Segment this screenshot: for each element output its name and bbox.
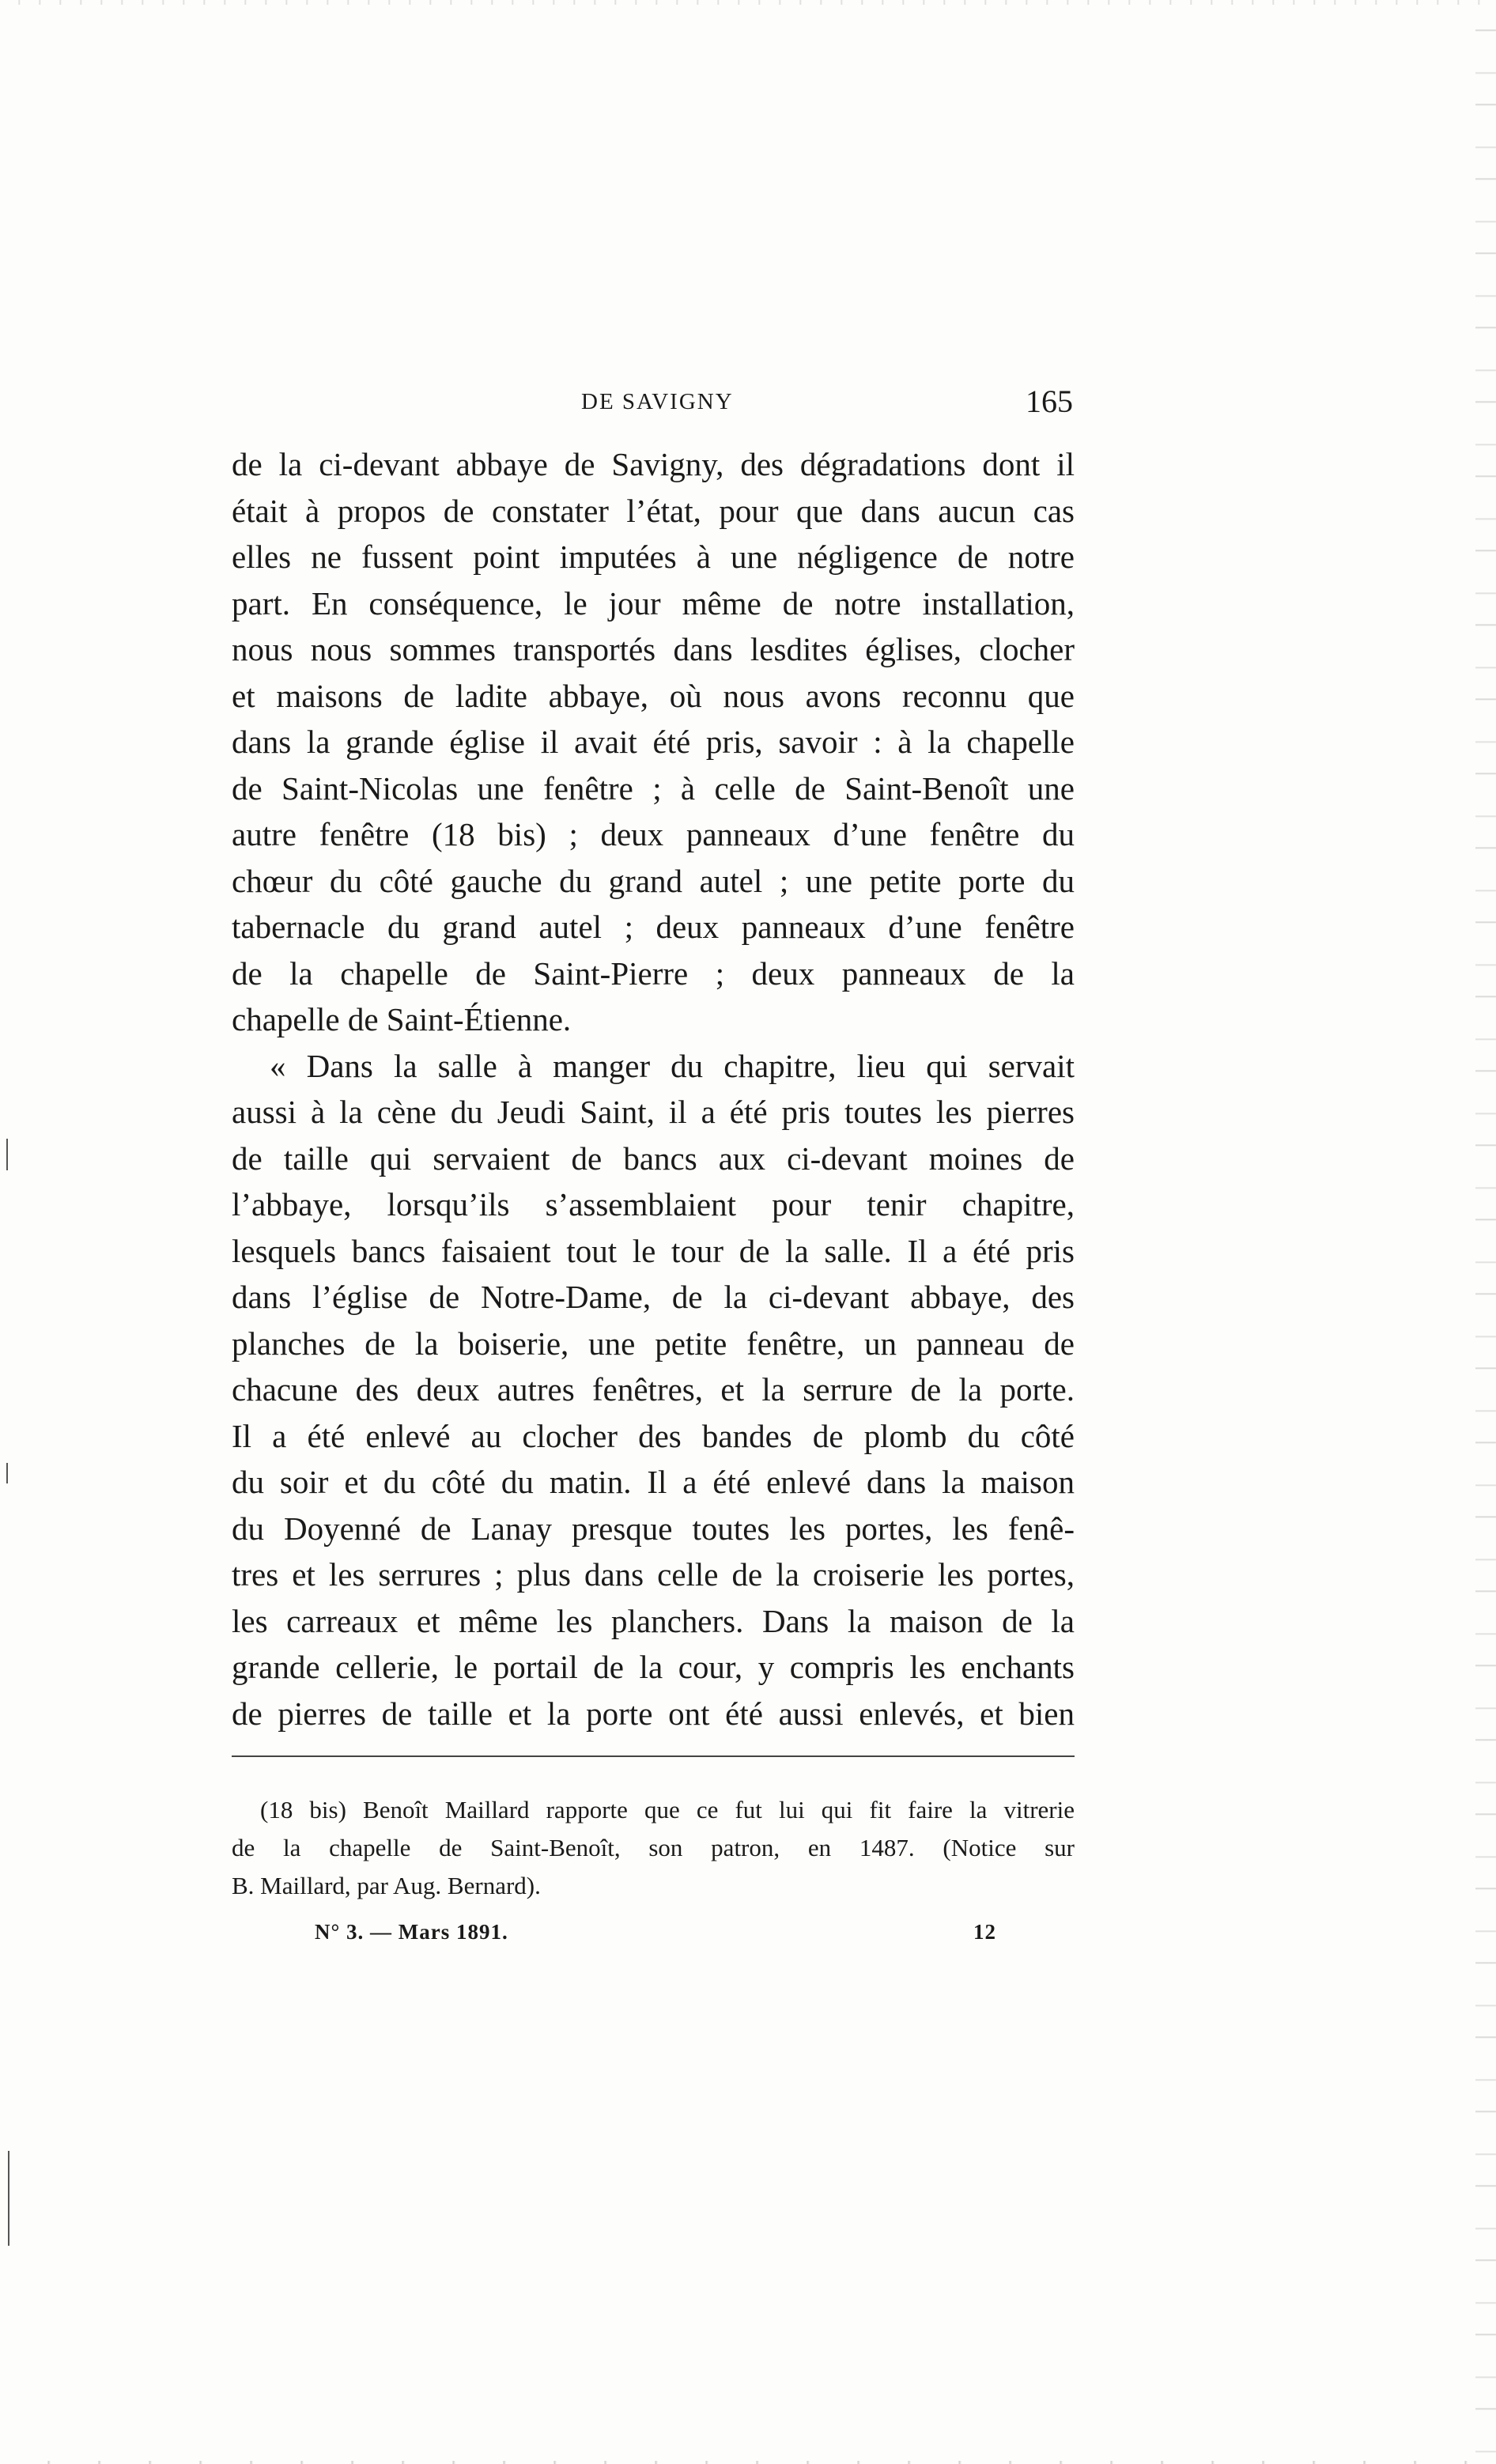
footnote-line: (18 bis) Benoît Maillard rapporte que ce fut lui qui fit faire la vitrerie [260, 1796, 1075, 1823]
text-line: « Dans la salle à manger du chapitre, lieu qui servait [270, 1047, 1075, 1084]
footnote [232, 1791, 1075, 1905]
text-line: du soir et du côté du matin. Il a été enlevé dans la maison [232, 1464, 1075, 1500]
text-line: planches de la boiserie, une petite fenêtre, un panneau de [232, 1325, 1075, 1362]
text-line: de taille qui servaient de bancs aux ci-devant moines de [232, 1139, 1075, 1177]
running-title: DE SAVIGNY [581, 389, 734, 414]
text-line: chapelle de Saint-Étienne. [232, 1001, 572, 1037]
text-line: de la ci-devant abbaye de Savigny, des dégradations dont il [232, 446, 1075, 482]
text-line: aussi à la cène du Jeudi Saint, il a été pris toutes les pierres [232, 1094, 1075, 1130]
footnote-divider [232, 1755, 1075, 1757]
text-line: de pierres de taille et la porte ont été aussi enlevés, et bien [232, 1695, 1075, 1732]
text-line: part. En conséquence, le jour même de notre installation, [232, 584, 1075, 622]
text-line: tres et les serrures ; plus dans celle de la croiserie les portes, [232, 1556, 1075, 1593]
text-line: était à propos de constater l’état, pour que dans aucun cas [232, 492, 1075, 529]
text-line: Il a été enlevé au clocher des bandes de plomb du côté [232, 1417, 1075, 1454]
text-line: nous nous sommes transportés dans lesdites églises, clocher [232, 631, 1075, 667]
scan-noise-top [0, 0, 1496, 5]
text-line: de la chapelle de Saint-Pierre ; deux panneaux de la [232, 954, 1075, 992]
text-line: lesquels bancs faisaient tout le tour de la salle. Il a été pris [232, 1232, 1075, 1269]
text-line: de Saint-Nicolas une fenêtre ; à celle de Saint-Benoît une [232, 769, 1075, 807]
scan-mark [6, 1463, 8, 1483]
text-line: chœur du côté gauche du grand autel ; une petite porte du [232, 862, 1075, 899]
text-line: elles ne fussent point imputées à une négligence de notre [232, 539, 1075, 575]
footnote-line: B. Maillard, par Aug. Bernard). [232, 1872, 541, 1899]
text-line: dans la grande église il avait été pris, savoir : à la chapelle [232, 724, 1075, 760]
text-line: grande cellerie, le portail de la cour, y compris les enchants [232, 1649, 1075, 1685]
text-line: chacune des deux autres fenêtres, et la serrure de la porte. [232, 1371, 1075, 1408]
body-text [232, 441, 1075, 1737]
page-number: 165 [1026, 384, 1073, 419]
text-line: autre fenêtre (18 bis) ; deux panneaux d’une fenêtre du [232, 816, 1075, 852]
scan-noise-right-edge [1475, 0, 1496, 2464]
text-line: l’abbaye, lorsqu’ils s’assemblaient pour tenir chapitre, [232, 1186, 1075, 1223]
text-line: dans l’église de Notre-Dame, de la ci-devant abbaye, des [232, 1279, 1075, 1315]
text-line: tabernacle du grand autel ; deux panneaux d’une fenêtre [232, 909, 1075, 945]
text-line: du Doyenné de Lanay presque toutes les portes, les fenê- [232, 1510, 1075, 1547]
issue-info: N° 3. — Mars 1891. [315, 1920, 508, 1944]
scan-mark [8, 2151, 9, 2246]
running-head [233, 383, 1073, 425]
scan-mark [6, 1139, 8, 1170]
scan-noise-bottom [0, 2461, 1496, 2464]
text-line: les carreaux et même les planchers. Dans la maison de la [232, 1602, 1075, 1639]
text-line: et maisons de ladite abbaye, où nous avons reconnu que [232, 677, 1075, 714]
footnote-line: de la chapelle de Saint-Benoît, son patron, en 1487. (Notice sur [232, 1834, 1075, 1861]
signature-line [315, 1920, 996, 1955]
sheet-number: 12 [973, 1920, 996, 1944]
